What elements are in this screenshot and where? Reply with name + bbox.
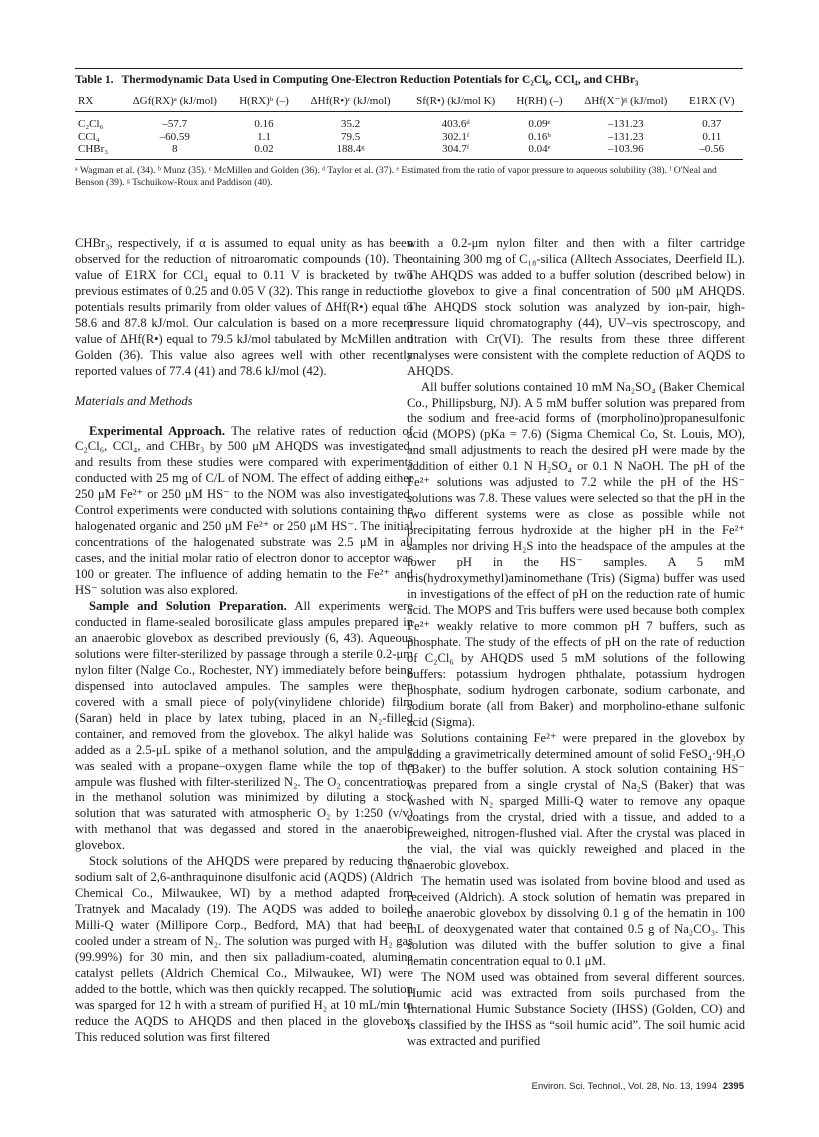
table-cell: 302.1ᶠ <box>442 130 470 143</box>
table-caption <box>75 69 743 91</box>
table-cell: 0.16 <box>254 118 274 130</box>
table-header: ΔHf(R•)ᶜ (kJ/mol) <box>298 91 404 112</box>
table-cell: 8 <box>172 143 178 155</box>
table-header: RX <box>75 91 119 112</box>
table-cell: –131.23 <box>607 130 644 143</box>
runin-heading: Experimental Approach. <box>89 423 225 438</box>
table-header: Sf(R•) (kJ/mol K) <box>403 91 507 112</box>
table-footnotes: ᵃ Wagman et al. (34). ᵇ Munz (35). ᶜ McMillen and Golden (36). ᵈ Taylor et al. (37). ᵉ Estimated from the ratio of vapor pressure to aqueous solubility (38). ᶠ O'Neal and Benson (39). ᵍ Tschuikow-Roux and Paddison (40). <box>75 164 717 188</box>
right-column <box>407 236 745 1050</box>
paragraph: CHBr₃, respectively, if α is assumed to equal unity as has been observed for the reduction of nitroaromatic compounds (10). The value of E1RX for CCl₄ equal to 0.11 V is bracketed by two previous estimates of 0.25 and 0.05 V (32). This range in reduction potentials results primarily from older values of ΔHf(R•) equal to 58.6 and 87.8 kJ/mol. Our calculation is based on a more recent value of ΔHf(R•) equal to 79.5 kJ/mol tabulated by McMillen and Golden (36). This value also agrees well with other recently reported values of 77.4 (41) and 78.6 kJ/mol (42). <box>75 236 413 378</box>
page-footer <box>532 1081 744 1092</box>
table-cell: C₂Cl₆ <box>78 118 104 130</box>
table-cell: –60.59 <box>159 130 190 143</box>
table-cell: CCl₄ <box>78 130 100 143</box>
table-cell: 188.4ᵍ <box>336 143 365 155</box>
table-cell: 0.11 <box>702 130 722 143</box>
table-header: ΔGf(RX)ᵃ (kJ/mol) <box>119 91 230 112</box>
thermo-table <box>75 91 743 159</box>
paragraph: The NOM used was obtained from several different sources. Humic acid was extracted from soils purchased from the International Humic Substance Society (IHSS) (Golden, CO) and is classified by the IHSS as “soil humic acid”. The soil humic acid was extracted and purified <box>407 969 745 1048</box>
page-number: 2395 <box>722 1081 744 1092</box>
table-cell: 79.5 <box>340 130 361 143</box>
table-cell: 0.02 <box>254 143 274 155</box>
runin-heading: Sample and Solution Preparation. <box>89 599 287 614</box>
table-cell: CHBr₃ <box>78 143 109 155</box>
table-row <box>75 131 743 144</box>
table-cell: 0.09ᵉ <box>528 118 551 130</box>
table-cell: 35.2 <box>340 118 361 130</box>
table-cell: –0.56 <box>699 143 725 155</box>
table-cell: –57.7 <box>162 118 188 130</box>
paragraph: Solutions containing Fe²⁺ were prepared in the glovebox by adding a gravimetrically determined amount of solid FeSO₄·9H₂O (Baker) to the buffer solution. A stock solution containing HS⁻ was prepared from a single crystal of Na₂S (Baker) that was washed with N₂ sparged Milli-Q water to remove any opaque coatings from the crystal, dried with a tissue, and added to a preweighed, nitrogen-flushed vial. After the crystal was placed in the vial, the vial was quickly reweighed and placed in the anaerobic glovebox. <box>407 730 745 873</box>
paragraph: All buffer solutions contained 10 mM Na₂SO₄ (Baker Chemical Co., Phillipsburg, NJ). A 5 mM buffer solution was prepared from the sodium and free-acid forms of (morpholino)propanesulfonic acid (MOPS) (pKa = 7.6) (Sigma Chemical Co, St. Louis, MO), and small adjustments to reach the desired pH were made by the addition of either 0.1 N H₂SO₄ or 0.1 N NaOH. The pH of the Fe²⁺ solutions was adjusted to 7.2 while the pH of the HS⁻ solutions was 7.8. These values were selected so that the pH in the two different systems were as close as possible while not precipitating ferrous hydroxide at the higher pH in the Fe²⁺ samples nor driving H₂S into the headspace of the ampules at the lower pH in the HS⁻ samples. A 5 mM tris(hydroxymethyl)aminomethane (Tris) (Sigma) buffer was used in investigations of the effect of pH on the reduction rate of humic acid. The MOPS and Tris buffers were used because both complex Fe²⁺ weakly relative to more common pH 7 buffers, such as phosphate. The study of the effects of pH on the rate of reduction of C₂Cl₆ by AHQDS used 5 mM solutions of the following buffers: potassium hydrogen phthalate, potassium hydrogen phosphate, sodium hydrogen carbonate, sodium carbonate, and sodium borate (all from Baker) and morpholino-ethane sulfonic acid (Sigma). <box>407 379 745 729</box>
table-cell: –131.23 <box>607 118 644 130</box>
table-header: H(RX)ᵇ (–) <box>230 91 297 112</box>
table-header-row <box>75 91 743 112</box>
table-cell: 403.6ᵈ <box>441 118 470 130</box>
table-caption-text: Thermodynamic Data Used in Computing One-Electron Reduction Potentials for C₂Cl₆, CCl₄, and CHBr₃ <box>121 74 639 86</box>
journal-citation: Environ. Sci. Technol., Vol. 28, No. 13, 1994 <box>531 1081 717 1092</box>
paragraph: Stock solutions of the AHQDS were prepared by reducing the sodium salt of 2,6-anthraquinone disulfonic acid (AQDS) (Aldrich Chemical Co., Milwaukee, WI) by a method adapted from Tratnyek and Macalady (19). The AQDS was added to boiled Milli-Q water (Millipore Corp., Bedford, MA) that had been cooled under a stream of N₂. The solution was purged with H₂ gas (99.99%) for 30 min, and then six palladium-coated, alumina catalyst pellets (Aldrich Chemical Co., Milwaukee, WI) were added to the bottle, which was then quickly recapped. The solution was sparged for 12 h with a stream of purified H₂ at 10 mL/min to reduce the AQDS to AHQDS and then placed in the glovebox. This reduced solution was first filtered <box>75 854 413 1044</box>
table-header: H(RH) (–) <box>508 91 571 112</box>
table-cell: 0.37 <box>702 118 722 130</box>
paragraph-text: All experiments were conducted in flame-sealed borosilicate glass ampules prepared in an anaerobic glovebox as described previously (6, 43). Aqueous solutions were filter-sterilized by passage through a sterile 0.2-μm nylon filter (Nalge Co., Rochester, NY) immediately before being dispensed into autoclaved ampules. The samples were then covered with a small piece of poly(vinylidene chloride) film (Saran) held in place by latex tubing, placed in an N₂-filled container, and removed from the glovebox. The alkyl halide was added as a 2.5-μL spike of a methanol solution, and the ampule was sealed with a propane–oxygen flame while the top of the ampule was flushed with filter-sterilized N₂. The O₂ concentration in the methanol solution was minimized by diluting a stock solution that was saturated with atmospheric O₂ by 1:250 (v/v) with methanol that was degassed and stored in the anaerobic glovebox. <box>75 599 413 853</box>
paragraph: The hematin used was isolated from bovine blood and used as received (Aldrich). A stock solution of hematin was prepared in the anaerobic glovebox by dissolving 0.1 g of the hematin in 100 mL of deoxygenated water that contained 0.5 g of Na₂CO₃. This solution was diluted with the buffer solution to give a final hematin concentration equal to 0.1 μM. <box>407 874 745 968</box>
table-cell: –103.96 <box>607 143 644 155</box>
table-cell: 1.1 <box>257 130 271 143</box>
table-header: ΔHf(X⁻)ᵍ (kJ/mol) <box>571 91 681 112</box>
table-cell: 0.16ᵇ <box>528 130 551 143</box>
table-1 <box>75 68 743 190</box>
paragraph-text: The relative rates of reduction of C₂Cl₆, CCl₄, and CHBr₃ by 500 μM AHQDS was investigated, and results from these studies were compared with experiments conducted with 25 mg of C/L of NOM. The effect of adding either 250 μM Fe²⁺ or 250 μM HS⁻ to the NOM was also investigated. Control experiments were conducted with solutions containing the halogenated organic and 250 μM Fe²⁺ or 250 μM HS⁻. The initial concentrations of the halogenated substrate was 2.5 μM in all cases, and the initial molar ratio of electron donor to acceptor was 100 or greater. The influence of adding hematin to the Fe²⁺ and HS⁻ solution was also explored. <box>75 423 413 598</box>
paragraph: with a 0.2-μm nylon filter and then with a filter cartridge containing 300 mg of C₁₈-silica (Alltech Associates, Deerfield IL). The AHQDS was added to a buffer solution (described below) in the glovebox to give a final concentration of 500 μM AHQDS. The AHQDS stock solution was analyzed by ion-pair, high-pressure liquid chromatography (44), UV–vis spectroscopy, and titration with Cr(VI). The results from these three different analyses were consistent with the complete reduction of AQDS to AHQDS. <box>407 236 745 378</box>
left-column <box>75 236 413 1046</box>
table-cell: 0.04ᵉ <box>528 143 551 155</box>
table-header: E1RX (V) <box>681 91 743 112</box>
paragraph <box>75 424 413 599</box>
paragraph <box>75 599 413 854</box>
table-cell: 304.7ᶠ <box>442 143 470 155</box>
table-row <box>75 112 743 131</box>
table-row <box>75 143 743 159</box>
table-number: Table 1. <box>75 74 114 86</box>
section-heading: Materials and Methods <box>75 393 193 408</box>
